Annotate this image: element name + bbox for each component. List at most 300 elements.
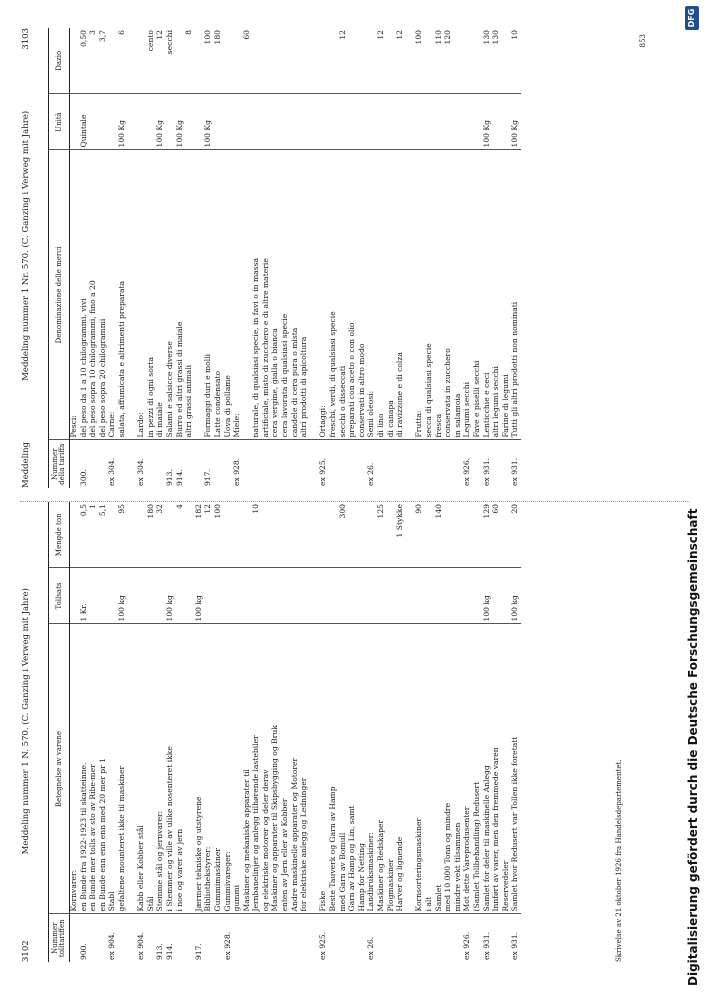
tariff-number-cell <box>262 914 272 962</box>
unit-cell <box>454 568 464 624</box>
description-cell: altri prodotti di apicoltura <box>300 150 310 440</box>
description-cell: Fiske <box>319 624 329 914</box>
tariff-number-cell <box>406 914 416 962</box>
dfg-logo-text: DFG <box>687 8 696 28</box>
unit-cell <box>243 94 253 150</box>
tariff-number-cell <box>262 440 272 488</box>
tariff-number-cell <box>339 440 349 488</box>
tariff-number-cell <box>348 914 358 962</box>
description-cell: for elektriske anlegg og Ledninger <box>300 624 310 914</box>
table-row <box>396 28 406 488</box>
description-cell: i alt <box>425 624 435 914</box>
description-cell: Bibliothekstyrer: <box>204 624 214 914</box>
tariff-number-cell: 913. <box>164 469 174 486</box>
tariff-number-cell <box>387 914 397 962</box>
unit-cell <box>358 94 368 150</box>
description-cell: Farine di legumi <box>502 150 512 440</box>
dfg-logo <box>685 6 699 30</box>
duty-cell: 12 <box>156 28 166 94</box>
duty-cell: 180 <box>147 502 157 568</box>
duty-cell: cento <box>147 28 157 94</box>
table-row <box>176 502 186 962</box>
tariff-number-cell: 914. <box>174 469 184 486</box>
duty-cell: 120 <box>444 28 454 94</box>
description-cell: artificiale, misto di zucchero e di altre materie <box>262 150 272 440</box>
description-cell: in pezzi di ogni sorta <box>147 150 157 440</box>
tariff-number-cell <box>377 914 387 962</box>
table-row <box>185 28 195 488</box>
unit-cell <box>89 94 99 150</box>
unit-cell: 100 Kg <box>483 94 493 150</box>
tariff-number-cell <box>233 914 243 962</box>
description-cell: fresca <box>435 150 445 440</box>
unit-cell <box>358 568 368 624</box>
right-table-body <box>70 28 521 488</box>
description-cell: mindre vekt tilsammen <box>454 624 464 914</box>
description-cell: Samlet for deler til maskinelle Anlegg <box>483 624 493 914</box>
unit-cell: 100 Kg <box>176 94 186 150</box>
description-cell: Hamp for Netting <box>358 624 368 914</box>
right-head-left: Meddeling <box>21 442 31 488</box>
unit-cell <box>406 94 416 150</box>
tariff-number-cell: ex 904. <box>136 931 146 960</box>
tariff-number-cell <box>271 440 281 488</box>
unit-cell <box>99 94 109 150</box>
unit-cell <box>415 568 425 624</box>
description-cell: Reservedeler <box>502 624 512 914</box>
tariff-number-cell <box>243 914 253 962</box>
duty-cell: 8 <box>185 28 195 94</box>
unit-cell <box>425 568 435 624</box>
tariff-number-cell <box>444 914 454 962</box>
duty-cell <box>310 502 320 568</box>
unit-cell <box>367 94 377 150</box>
description-cell: med Garn av Bomull <box>339 624 349 914</box>
left-head-center: Meddeling nummer 1 N. 570. (C. Ganzing i Verweg mit Jahre) <box>21 588 31 855</box>
duty-cell: 129 <box>483 502 493 568</box>
duty-cell: 300 <box>339 502 349 568</box>
duty-cell: 32 <box>156 502 166 568</box>
description-cell: Garn av Hamp og Lin, samt <box>348 624 358 914</box>
tariff-number-cell: ex 26. <box>366 936 376 960</box>
duty-cell <box>358 28 368 94</box>
tariff-number-cell <box>329 914 339 962</box>
description-cell: di canapa <box>387 150 397 440</box>
unit-cell <box>348 94 358 150</box>
duty-cell: 180 <box>214 28 224 94</box>
duty-cell <box>358 502 368 568</box>
unit-cell: 100 kg <box>511 568 521 624</box>
duty-cell: 10 <box>511 28 521 94</box>
tariff-number-cell: ex 904. <box>107 931 117 960</box>
unit-cell <box>329 94 339 150</box>
column-header: Nummer della tariffa <box>49 440 70 488</box>
duty-cell <box>166 502 176 568</box>
tariff-number-cell <box>185 440 195 488</box>
description-cell: og elektriske motorer og deler derav <box>262 624 272 914</box>
duty-cell <box>262 502 272 568</box>
description-cell: altri legumi secchi <box>492 150 502 440</box>
duty-cell <box>319 502 329 568</box>
duty-cell <box>319 28 329 94</box>
unit-cell: 100 kg <box>483 568 493 624</box>
description-cell: Stabl <box>108 624 118 914</box>
description-cell <box>310 150 320 440</box>
description-cell: Pesci: <box>70 150 80 440</box>
duty-cell <box>463 502 473 568</box>
tariff-number-cell <box>300 440 310 488</box>
tariff-number-cell: 300. <box>78 469 88 486</box>
left-head-left: 3102 <box>21 940 31 962</box>
description-cell: Kornvarer: <box>70 624 80 914</box>
unit-cell <box>339 568 349 624</box>
tariff-number-cell <box>118 914 128 962</box>
tariff-number-cell: ex 928. <box>232 457 242 486</box>
duty-cell <box>463 28 473 94</box>
description-cell: i noe og varer av jern <box>176 624 186 914</box>
duty-cell: 5,1 <box>99 502 109 568</box>
tariff-number-cell: ex 925. <box>318 457 328 486</box>
unit-cell <box>377 94 387 150</box>
tariff-number-cell <box>204 914 214 962</box>
description-cell: en Bunde fra 1922-1923 til skatteinne. <box>80 624 90 914</box>
description-cell: Landbruksmaskiner: <box>367 624 377 914</box>
description-cell: i Stemmer og ville av ulike nosenteret ikke <box>166 624 176 914</box>
description-cell: Innført av varer, men den fremmede varen <box>492 624 502 914</box>
column-header: Denominazione delle merci <box>49 150 70 440</box>
description-cell: Lenticchie e ceci <box>483 150 493 440</box>
unit-cell <box>435 94 445 150</box>
duty-cell <box>252 28 262 94</box>
duty-cell: 1 <box>89 502 99 568</box>
tariff-number-cell: 917. <box>203 469 213 486</box>
description-cell: conservati in altro modo <box>358 150 368 440</box>
description-cell: Maskiner og mekaniske apparater til <box>243 624 253 914</box>
unit-cell <box>454 94 464 150</box>
duty-cell <box>454 28 464 94</box>
tariff-number-cell <box>89 440 99 488</box>
tariff-number-cell: ex 931. <box>481 931 491 960</box>
unit-cell <box>300 94 310 150</box>
tariff-number-cell: 914. <box>164 943 174 960</box>
description-cell: Maskiner og apparater til Skipsbygging og Bruk <box>271 624 281 914</box>
unit-cell <box>425 94 435 150</box>
description-cell: altri grassi animali <box>185 150 195 440</box>
unit-cell <box>463 94 473 150</box>
unit-cell <box>128 568 138 624</box>
duty-cell <box>271 28 281 94</box>
duty-cell <box>300 28 310 94</box>
unit-cell <box>271 94 281 150</box>
description-cell: in salamoia <box>454 150 464 440</box>
description-cell: Latte condensato <box>214 150 224 440</box>
column-header: Nummer tolltariffen <box>49 914 70 962</box>
left-footnote: Skrivelse av 21 oktober 1926 fra Handelsdepartementet. <box>615 759 623 962</box>
duty-cell <box>262 28 272 94</box>
right-table-header <box>49 28 70 488</box>
tariff-number-cell <box>291 914 301 962</box>
duty-cell: 20 <box>511 502 521 568</box>
duty-cell: 95 <box>118 502 128 568</box>
unit-cell <box>406 568 416 624</box>
unit-cell <box>243 568 253 624</box>
duty-cell: 90 <box>415 502 425 568</box>
unit-cell <box>128 94 138 150</box>
description-cell: Gummivareger: <box>224 624 234 914</box>
unit-cell <box>435 568 445 624</box>
description-cell: Stemme stål og jernvarer: <box>156 624 166 914</box>
right-running-head <box>22 28 34 488</box>
duty-cell <box>300 502 310 568</box>
tariff-number-cell <box>214 440 224 488</box>
description-cell: Salami e salsicce diverse <box>166 150 176 440</box>
tariff-number-cell <box>281 914 291 962</box>
tariff-number-cell <box>406 440 416 488</box>
unit-cell <box>281 94 291 150</box>
unit-cell <box>252 568 262 624</box>
unit-cell: 100 kg <box>166 568 176 624</box>
description-cell: Frutta: <box>415 150 425 440</box>
tariff-number-cell: ex 26. <box>366 462 376 486</box>
duty-cell <box>128 502 138 568</box>
unit-cell <box>262 94 272 150</box>
column-header: Mengde ton <box>49 502 70 568</box>
unit-cell <box>185 94 195 150</box>
unit-cell: 100 Kg <box>156 94 166 150</box>
description-cell: conservata in zucchero <box>444 150 454 440</box>
tariff-number-cell <box>300 914 310 962</box>
unit-cell <box>147 568 157 624</box>
tariff-number-cell: ex 928. <box>222 931 232 960</box>
description-cell: gummi <box>233 624 243 914</box>
tariff-number-cell <box>435 914 445 962</box>
description-cell: Tutti gli altri prodotti non nominati <box>511 150 521 440</box>
duty-cell <box>128 28 138 94</box>
tariff-number-cell <box>425 440 435 488</box>
duty-cell <box>224 28 234 94</box>
description-cell: secchi o disseccati <box>339 150 349 440</box>
duty-cell: 6 <box>118 28 128 94</box>
description-cell: Lardo: <box>137 150 147 440</box>
tariff-number-cell <box>444 440 454 488</box>
unit-cell <box>319 568 329 624</box>
tariff-number-cell: ex 926. <box>462 931 472 960</box>
left-running-head <box>22 502 34 962</box>
unit-cell <box>214 94 224 150</box>
duty-cell <box>271 502 281 568</box>
tariff-number-cell: ex 304. <box>107 457 117 486</box>
description-cell: del peso sopra 10 chilogrammi, fino a 20 <box>89 150 99 440</box>
unit-cell <box>319 94 329 150</box>
duty-cell: 10 <box>252 502 262 568</box>
description-cell: en Bunde mer tolls av sto av Ribe-mer <box>89 624 99 914</box>
duty-cell: 0,50 <box>80 28 90 94</box>
description-cell: di ravizzone e di colza <box>396 150 406 440</box>
unit-cell <box>310 568 320 624</box>
duty-cell: 12 <box>339 28 349 94</box>
duty-cell: 140 <box>435 502 445 568</box>
duty-cell: 3 <box>89 28 99 94</box>
description-cell: gefaltene mounteret ikke til maskiner <box>118 624 128 914</box>
unit-cell <box>252 94 262 150</box>
unit-cell: 100 Kg <box>118 94 128 150</box>
description-cell: Harver og lignende <box>396 624 406 914</box>
unit-cell <box>204 568 214 624</box>
tariff-number-cell <box>377 440 387 488</box>
description-cell: Semi oleosi: <box>367 150 377 440</box>
description-cell: secca di qualsiasi specie <box>425 150 435 440</box>
description-cell: preparati con aceto o con olio <box>348 150 358 440</box>
tariff-number-cell <box>492 440 502 488</box>
description-cell: Ortaggi: <box>319 150 329 440</box>
table-row <box>300 502 310 962</box>
unit-cell: Quintale <box>80 94 90 150</box>
description-cell: cera lavorata di qualsiasi specie <box>281 150 291 440</box>
column-header: Betegnelse av varene <box>49 624 70 914</box>
unit-cell <box>233 568 243 624</box>
right-tariff-table <box>48 28 521 488</box>
duty-cell: 182 <box>195 502 205 568</box>
duty-cell <box>444 502 454 568</box>
duty-cell: 125 <box>377 502 387 568</box>
duty-cell: 3,7 <box>99 28 109 94</box>
duty-cell: 12 <box>396 28 406 94</box>
unit-cell <box>339 94 349 150</box>
duty-cell <box>454 502 464 568</box>
unit-cell <box>444 568 454 624</box>
duty-cell <box>224 502 234 568</box>
digitization-banner <box>684 0 702 1000</box>
unit-cell <box>224 568 234 624</box>
table-row <box>300 28 310 488</box>
duty-cell: secchi <box>166 28 176 94</box>
description-cell: del peso da 1 a 10 chilogrammi, vivi <box>80 150 90 440</box>
duty-cell: 12 <box>377 28 387 94</box>
duty-cell: 100 <box>415 28 425 94</box>
tariff-number-cell <box>291 440 301 488</box>
unit-cell: 100 kg <box>195 568 205 624</box>
description-cell: Burro ed altri grassi di maiale <box>176 150 186 440</box>
duty-cell: 100 <box>204 28 214 94</box>
tariff-number-cell <box>118 440 128 488</box>
description-cell: Fave e piselli secchi <box>473 150 483 440</box>
duty-cell: 110 <box>435 28 445 94</box>
tariff-number-cell: ex 926. <box>462 457 472 486</box>
left-table-header <box>49 502 70 962</box>
right-page-number: 853 <box>639 34 647 48</box>
unit-cell: 1 Kr. <box>80 568 90 624</box>
duty-cell: 0,5 <box>80 502 90 568</box>
right-page <box>21 28 648 488</box>
duty-cell: 1 Stykke <box>396 502 406 568</box>
description-cell: Andre maskinelle apparater og Motorer <box>291 624 301 914</box>
unit-cell <box>176 568 186 624</box>
duty-cell <box>176 28 186 94</box>
unit-cell <box>329 568 339 624</box>
right-head-right: 3103 <box>21 28 31 50</box>
unit-cell <box>137 568 147 624</box>
duty-cell <box>348 502 358 568</box>
duty-cell: 60 <box>492 502 502 568</box>
description-cell: Kornsorteringsmaskiner <box>415 624 425 914</box>
unit-cell <box>387 94 397 150</box>
unit-cell <box>99 568 109 624</box>
tariff-number-cell <box>252 914 262 962</box>
table-row <box>415 502 425 962</box>
tariff-number-cell: ex 925. <box>318 931 328 960</box>
right-head-center: Meddeling nummer 1 Nr. 570. (C. Ganzing i Verweg mit Jahre) <box>21 110 31 381</box>
unit-cell <box>262 568 272 624</box>
description-cell: candele di cera pura o mista <box>291 150 301 440</box>
banner-text: Digitalisierung gefördert durch die Deutsche Forschungsgemeinschaft <box>686 508 700 986</box>
duty-cell <box>348 28 358 94</box>
duty-cell <box>233 502 243 568</box>
tariff-number-cell <box>396 914 406 962</box>
description-cell: Samlet <box>435 624 445 914</box>
description-cell: enten av Jern eller av Kobber <box>281 624 291 914</box>
unit-cell: 100 kg <box>118 568 128 624</box>
unit-cell <box>291 568 301 624</box>
unit-cell <box>377 568 387 624</box>
duty-cell: 4 <box>176 502 186 568</box>
tariff-number-cell <box>329 440 339 488</box>
tariff-number-cell <box>425 914 435 962</box>
description-cell: Jærmer tekniske og utstyrene <box>195 624 205 914</box>
tariff-number-cell <box>348 440 358 488</box>
tariff-number-cell: 900. <box>78 943 88 960</box>
description-cell: Jernbanelinjer og anlegg tilhørende lastebiler <box>252 624 262 914</box>
tariff-number-cell <box>176 914 186 962</box>
description-cell <box>406 150 416 440</box>
unit-cell <box>89 568 99 624</box>
description-cell: Legumi secchi <box>463 150 473 440</box>
description-cell: di maiale <box>156 150 166 440</box>
unit-cell: 100 Kg <box>204 94 214 150</box>
description-cell: salata, affumicata e altrimenti preparata <box>118 150 128 440</box>
unit-cell <box>492 568 502 624</box>
duty-cell <box>281 502 291 568</box>
description-cell: cera vergine, gialla o bianca <box>271 150 281 440</box>
description-cell <box>310 624 320 914</box>
unit-cell <box>271 568 281 624</box>
unit-cell <box>444 94 454 150</box>
unit-cell <box>214 568 224 624</box>
tariff-number-cell <box>252 440 262 488</box>
tariff-number-cell <box>339 914 349 962</box>
tariff-number-cell: 917. <box>193 943 203 960</box>
description-cell: Kabb eller Kobber stål <box>137 624 147 914</box>
description-cell: Plogmaskiner <box>387 624 397 914</box>
description-cell: Stål <box>147 624 157 914</box>
description-cell: (Samlet Tollbehandling) Redusert <box>473 624 483 914</box>
tariff-number-cell <box>387 440 397 488</box>
table-row <box>118 502 128 962</box>
duty-cell <box>310 28 320 94</box>
unit-cell <box>291 94 301 150</box>
description-cell: Carne: <box>108 150 118 440</box>
table-row <box>511 28 521 488</box>
tariff-number-cell <box>89 914 99 962</box>
description-cell: Formaggi duri e molli <box>204 150 214 440</box>
tariff-number-cell: 913. <box>155 943 165 960</box>
column-header: Tollsats <box>49 568 70 624</box>
table-row <box>118 28 128 488</box>
unit-cell <box>387 568 397 624</box>
duty-cell: 130 <box>483 28 493 94</box>
left-page <box>21 502 648 962</box>
description-cell: Samlet hvor Redusert var Tollen ikke foretatt <box>511 624 521 914</box>
table-row <box>137 502 147 962</box>
